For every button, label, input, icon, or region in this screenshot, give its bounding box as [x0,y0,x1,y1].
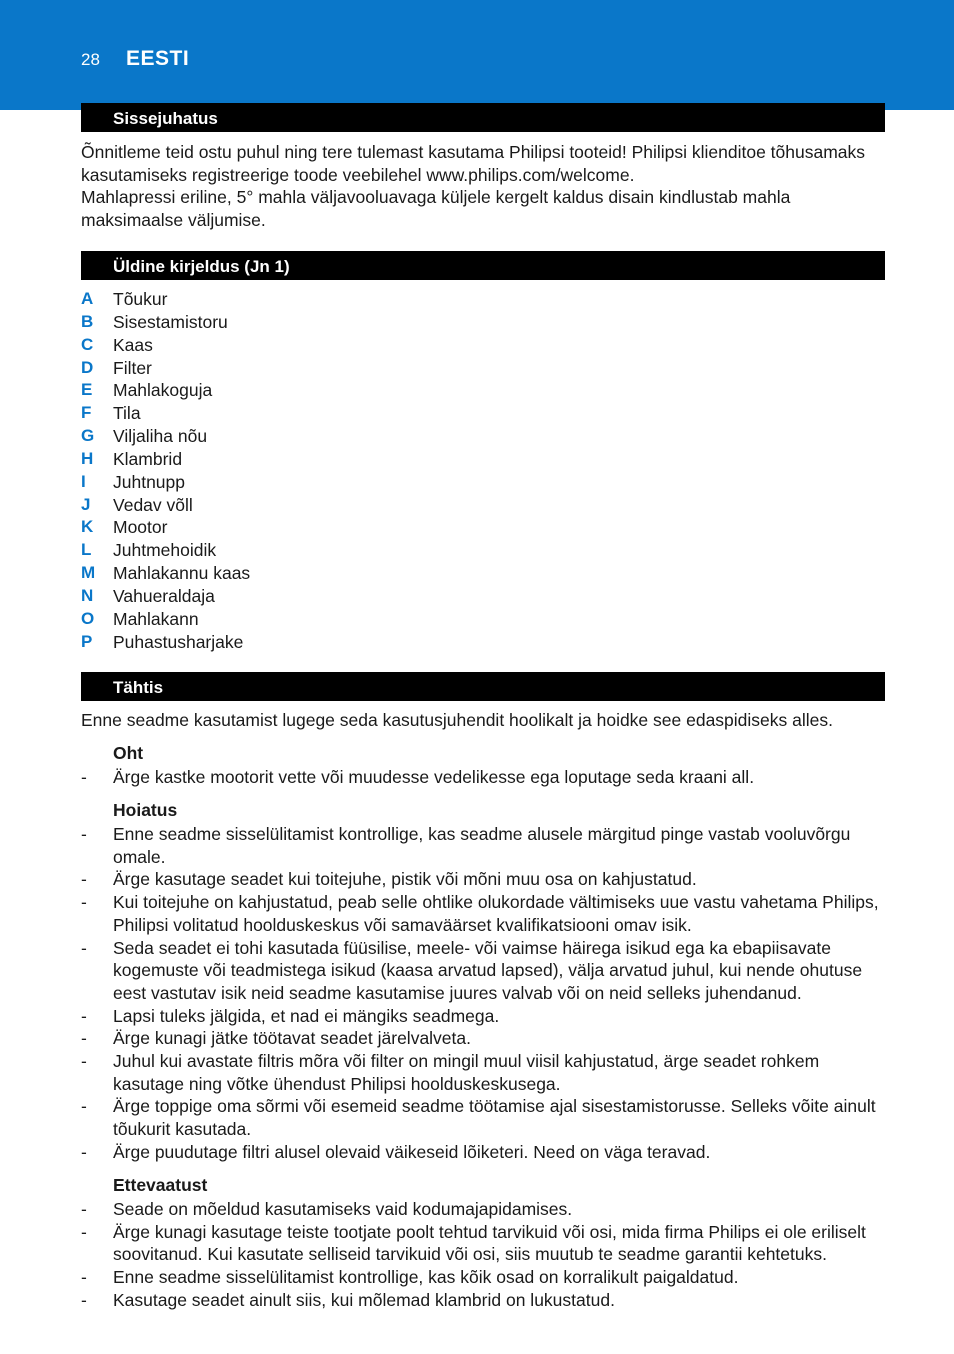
bullet-text: Seade on mõeldud kasutamiseks vaid kodumajapidamises. [113,1199,573,1219]
part-name: Puhastusharjake [113,631,244,652]
part-letter: K [81,517,94,537]
bullet-text: Ärge kunagi kasutage teiste tootjate poolt tehtud tarvikuid või osi, mida firma Philips ei ole eriliselt soovitanud. Kui kasutate selliseid tarvikuid või osi, siis muutub te seadme garantii kehtetuks. [113,1221,866,1265]
bullet-dash: - [81,869,87,890]
bullet-text: Enne seadme sisselülitamist kontrollige, kas kõik osad on korralikult paigaldatud. [113,1267,739,1288]
intro-paragraph-1: Õnnitleme teid ostu puhul ning tere tulemast kasutama Philipsi tooteid! Philipsi klienditoe tõhusamaks kasutamiseks registreerige toode veebilehel www.philips.com/welcome. [81,142,866,185]
bullet-text: Ärge puudutage filtri alusel olevaid väikeseid lõiketeri. Need on väga teravad. [113,1141,711,1162]
part-name: Mootor [113,517,168,538]
parts-list [81,288,250,654]
bullet-dash: - [81,824,87,844]
bullet-dash: - [81,1051,87,1072]
bullet-dash: - [81,1028,87,1049]
bullet-text: Ärge toppige oma sõrmi või esemeid seadme töötamise ajal sisestamistorusse. Selleks võite ainult tõukurit kasutada. [113,1096,876,1140]
part-item [81,311,250,334]
part-name: Tõukur [113,289,168,309]
part-name: Mahlakoguja [113,380,213,401]
bullet-dash: - [81,892,87,913]
bullet-text: Juhul kui avastate filtris mõra või filter on mingil muul viisil kahjustatud, ärge seadet rohkem kasutage ning võtke ühendust Philipsi hoolduskeskusega. [113,1051,820,1094]
warning-list [81,823,891,1164]
bullet-text: Ärge kasutage seadet kui toitejuhe, pistik või mõni muu osa on kahjustatud. [113,869,697,890]
part-item [81,288,250,311]
bullet-dash: - [81,1141,87,1162]
part-name: Juhtnupp [113,471,186,492]
bullet-text: Ärge kunagi jätke töötavat seadet järelvalveta. [113,1028,471,1049]
part-item [81,425,250,448]
bullet-dash: - [81,1221,87,1242]
section-heading-intro: Sissejuhatus [81,103,885,132]
part-item [81,608,250,631]
part-letter: D [81,357,94,377]
part-letter: A [81,289,94,308]
part-name: Filter [113,357,152,378]
bullet-item [81,1221,891,1266]
important-intro: Enne seadme kasutamist lugege seda kasutusjuhendit hoolikalt ja hoidke see edaspidiseks alles. [81,710,833,730]
part-letter: I [81,471,86,491]
part-item [81,357,250,380]
part-item [81,539,250,562]
part-item [81,448,250,471]
bullet-item [81,891,891,936]
part-name: Mahlakannu kaas [113,563,251,584]
part-letter: J [81,494,91,514]
bullet-dash: - [81,1096,87,1117]
part-name: Kaas [113,334,153,355]
page-number: 28 [81,50,100,69]
part-name: Vedav võll [113,494,193,515]
bullet-text: Ärge kastke mootorit vette või muudesse vedelikesse ega loputage seda kraani all. [113,767,755,787]
warning-heading: Hoiatus [113,800,178,820]
bullet-item [81,1141,891,1164]
part-item [81,631,250,654]
part-letter: E [81,380,93,400]
language-title: EESTI [126,47,190,70]
part-name: Mahlakann [113,608,199,629]
caution-list [81,1198,891,1312]
danger-heading: Oht [113,743,144,763]
part-item [81,402,250,425]
part-letter: P [81,631,93,651]
bullet-item [81,1266,891,1289]
bullet-dash: - [81,1267,87,1288]
bullet-item [81,1095,891,1140]
part-item [81,516,250,539]
part-letter: M [81,563,96,583]
part-name: Sisestamistoru [113,311,228,332]
bullet-item [81,937,891,1005]
bullet-dash: - [81,1199,87,1219]
part-letter: O [81,608,95,628]
part-letter: F [81,403,92,423]
section-heading-general: Üldine kirjeldus (Jn 1) [81,251,885,280]
part-item [81,379,250,402]
header-bar [0,0,954,110]
part-name: Juhtmehoidik [113,540,217,561]
part-letter: H [81,448,94,468]
intro-paragraph-2: Mahlapressi eriline, 5° mahla väljavooluavaga küljele kergelt kaldus disain kindlustab mahla maksimaalse väljumise. [81,187,791,231]
bullet-item [81,1005,891,1028]
part-item [81,494,250,517]
bullet-item [81,1289,891,1312]
part-name: Viljaliha nõu [113,426,208,447]
part-letter: L [81,540,92,560]
bullet-item [81,1050,891,1095]
part-name: Vahueraldaja [113,585,215,606]
bullet-item [81,1027,891,1050]
part-name: Tila [113,403,141,424]
part-letter: C [81,334,94,354]
bullet-item [81,1198,891,1221]
part-item [81,562,250,585]
part-item [81,585,250,608]
part-item [81,471,250,494]
bullet-text: Enne seadme sisselülitamist kontrollige, kas seadme alusele märgitud pinge vastab vooluvõrgu omale. [113,824,851,867]
part-letter: B [81,311,94,331]
caution-heading: Ettevaatust [113,1175,208,1195]
danger-list [81,766,891,789]
part-letter: G [81,426,95,446]
part-item [81,334,250,357]
bullet-item [81,868,891,891]
part-name: Klambrid [113,448,183,469]
bullet-text: Kui toitejuhe on kahjustatud, peab selle ohtlike olukordade vältimiseks uue vastu vahetama Philips, Philipsi volitatud hoolduskeskus või samaväärset kvalifikatsiooni omav isik. [113,892,879,935]
bullet-dash: - [81,937,87,958]
bullet-dash: - [81,767,87,787]
bullet-dash: - [81,1289,87,1310]
bullet-text: Lapsi tuleks jälgida, et nad ei mängiks seadmega. [113,1005,500,1026]
bullet-text: Seda seadet ei tohi kasutada füüsilise, meele- või vaimse häirega isikud ega ka ebapiisavate kogemuste või teadmistega isikud (kaasa arvatud lapsed), välja arvatud juhul, kui nende ohutuse eest vastutav isik neid seadme kasutamise juures valvab või on neid selleks juhendanud. [113,937,863,1003]
intro-text [81,141,891,232]
part-letter: N [81,585,94,605]
section-heading-important: Tähtis [81,672,885,701]
bullet-item [81,823,891,868]
bullet-item [81,766,891,789]
bullet-dash: - [81,1005,87,1026]
bullet-text: Kasutage seadet ainult siis, kui mõlemad klambrid on lukustatud. [113,1289,615,1310]
